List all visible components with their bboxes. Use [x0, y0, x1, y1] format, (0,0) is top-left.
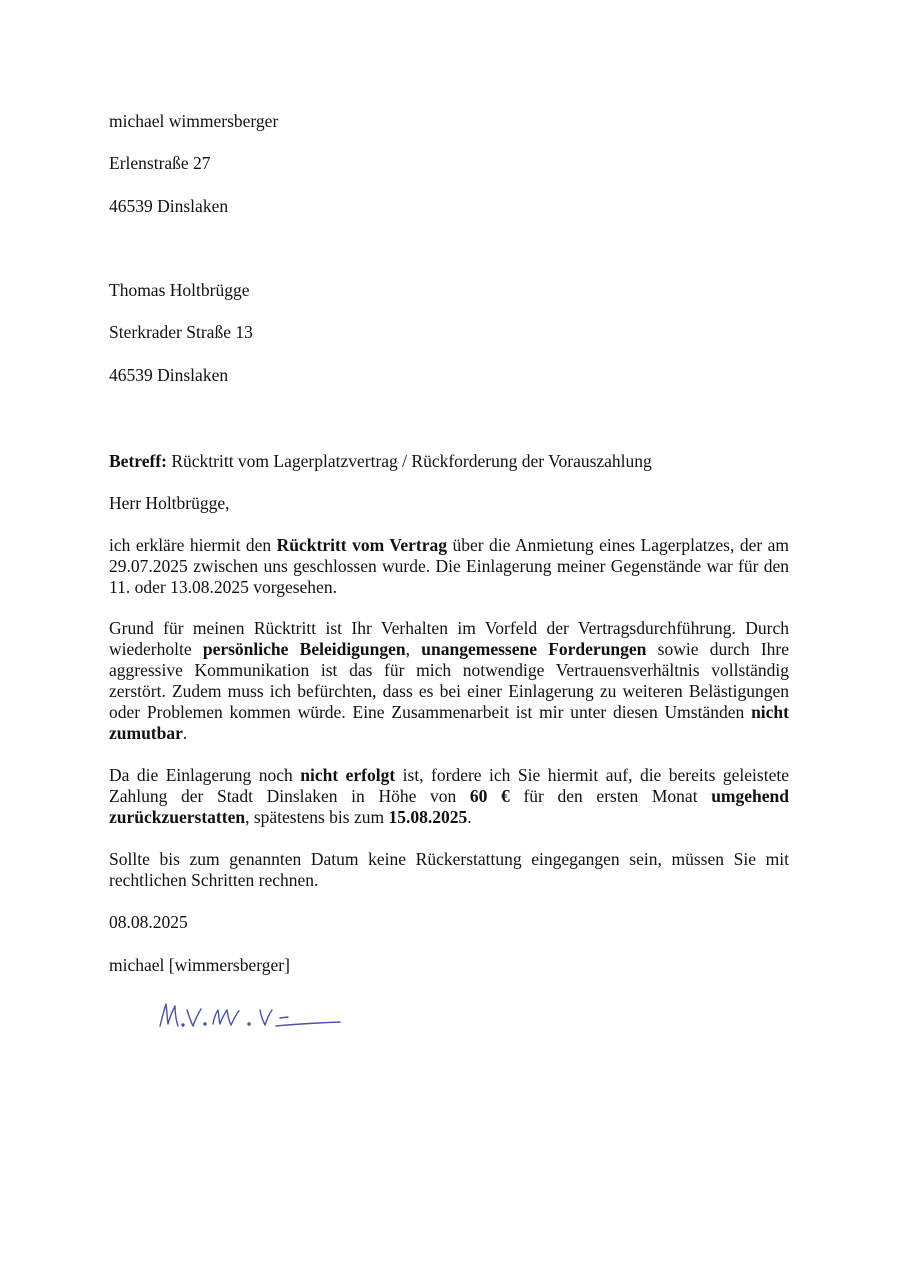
p1-text-a: ich erkläre hiermit den: [109, 535, 277, 555]
recipient-street: Sterkrader Straße 13: [109, 322, 253, 342]
p2-text-c: ,: [405, 639, 422, 659]
p2-text-a: Grund für meinen Rücktritt ist Ihr Verhalten im Vorfeld der Vertragsdurchführung. Durch wiederholte: [109, 618, 789, 659]
p1-text-c: über die Anmietung eines Lagerplatzes, der am 29.07.2025 zwischen uns geschlossen wurde. Die Einlagerung meiner Gegenstände war für den 11. oder 13.08.2025 vorgesehen.: [109, 535, 790, 597]
p3-bold-amount: 60 €: [469, 786, 510, 806]
p3-text-e: , spätestens bis zum: [245, 807, 389, 827]
p3-bold-not-done: nicht erfolgt: [300, 765, 396, 785]
sender-city: 46539 Dinslaken: [109, 196, 229, 216]
paragraph-legal-warning: Sollte bis zum genannten Datum keine Rückerstattung eingegangen sein, müssen Sie mit rechtlichen Schritten rechnen.: [109, 849, 789, 890]
p3-bold-refund: umgehend zurückzuerstatten: [109, 786, 789, 827]
subject-line: [109, 451, 652, 472]
handwritten-signature: [156, 996, 346, 1036]
p3-text-a: Da die Einlagerung noch: [109, 765, 301, 785]
recipient-city: 46539 Dinslaken: [109, 365, 229, 385]
sender-street: Erlenstraße 27: [109, 153, 211, 173]
closing-name: michael [wimmersberger]: [109, 955, 290, 975]
p2-bold-demands: unangemessene Forderungen: [421, 639, 647, 659]
p3-text-f: .: [467, 807, 472, 827]
p2-bold-insults: persönliche Beleidigungen: [202, 639, 406, 659]
p3-text-c: ist, fordere ich Sie hiermit auf, die bereits geleistete Zahlung der Stadt Dinslaken in Höhe von: [109, 765, 789, 806]
p2-text-d: sowie durch Ihre aggressive Kommunikation ist das für mich notwendige Vertrauensverhältnis vollständig zerstört. Zudem muss ich befürchten, dass es bei einer Einlagerung zu weiteren Belästigungen oder Problemen kommen würde. Eine Zusammenarbeit ist mir unter diesen Umständen: [109, 639, 790, 722]
subject-text: Rücktritt vom Lagerplatzvertrag / Rückforderung der Vorauszahlung: [166, 451, 652, 471]
subject-label: Betreff:: [109, 451, 167, 471]
p2-text-e: .: [182, 723, 188, 743]
letter-date: 08.08.2025: [109, 912, 188, 932]
paragraph-refund: [109, 765, 789, 828]
p2-bold-unreasonable: nicht zumutbar: [109, 702, 789, 743]
salutation: Herr Holtbrügge,: [109, 493, 230, 513]
recipient-name: Thomas Holtbrügge: [109, 280, 250, 300]
p1-bold-withdrawal: Rücktritt vom Vertrag: [276, 535, 448, 555]
p3-text-d: für den ersten Monat: [509, 786, 712, 806]
paragraph-withdrawal: [109, 535, 789, 598]
paragraph-reason: [109, 618, 789, 744]
p3-bold-deadline: 15.08.2025: [388, 807, 468, 827]
sender-name: michael wimmersberger: [109, 111, 279, 131]
